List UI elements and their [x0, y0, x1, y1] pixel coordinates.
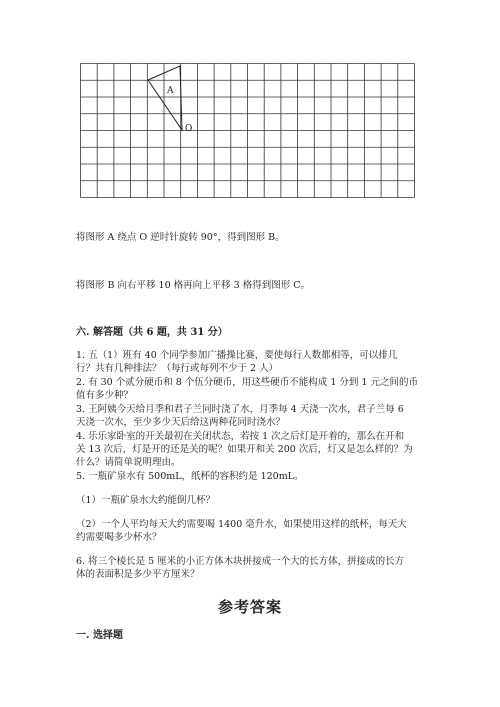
answers-title: 参考答案: [217, 598, 282, 616]
question-5-sub-2-line-2: 约需要喝多少杯水？: [76, 532, 162, 543]
question-5-sub-2-line-1: （2）一个人平均每天大约需要喝 1400 毫升水，如果使用这样的纸杯，每天大: [76, 519, 407, 530]
question-3-line-1: 3. 王阿姨今天给月季和君子兰同时浇了水，月季每 4 天浇一次水，君子兰每 6: [76, 404, 404, 415]
label-a: A: [167, 86, 174, 96]
question-1-line-2: 行？共有几种排法？（每行或每列不少于 2 人）: [76, 363, 279, 374]
question-5: 5. 一瓶矿泉水有 500mL，纸杯的容积约是 120mL。: [76, 471, 304, 482]
question-1-line-1: 1. 五（1）班有 40 个同学参加广播操比赛，要使每行人数都相等，可以排几: [76, 350, 398, 361]
question-6-line-1: 6. 将三个棱长是 5 厘米的小正方体木块拼接成一个大的长方体，拼接成的长方: [76, 556, 405, 567]
instruction-translate: 将图形 B 向右平移 10 格再向上平移 3 格得到图形 C。: [76, 280, 311, 291]
question-3-line-2: 天浇一次水，至少多少天后给这两种花同时浇水？: [76, 417, 286, 428]
answers-section-one-heading: 一. 选择题: [76, 630, 123, 641]
section-six-heading: 六. 解答题（共 6 题，共 31 分）: [76, 327, 228, 338]
label-o: O: [185, 124, 193, 134]
grid-figure: [80, 63, 415, 198]
question-4-line-2: 关 13 次后，灯是开的还是关的呢？如果开和关 200 次后，灯又是怎么样的？为: [76, 444, 413, 455]
question-4-line-3: 什么？请简单说明理由。: [76, 457, 181, 468]
triangle-a: [148, 66, 182, 130]
question-6-line-2: 体的表面积是多少平方厘米？: [76, 569, 200, 580]
question-4-line-1: 4. 乐乐家卧室的开关最初在关闭状态，若按 1 次之后灯是开着的，那么在开和: [76, 431, 405, 442]
instruction-rotate: 将图形 A 绕点 O 逆时针旋转 90°，得到图形 B。: [76, 232, 285, 243]
question-5-sub-1: （1）一瓶矿泉水大约能倒几杯？: [76, 495, 216, 506]
question-2-line-1: 2. 有 30 个贰分硬币和 8 个伍分硬币，用这些硬币不能构成 1 分到 1 元之间的币: [76, 377, 418, 388]
grid-svg: [80, 63, 415, 198]
question-2-line-2: 值有多少种？: [76, 390, 134, 401]
